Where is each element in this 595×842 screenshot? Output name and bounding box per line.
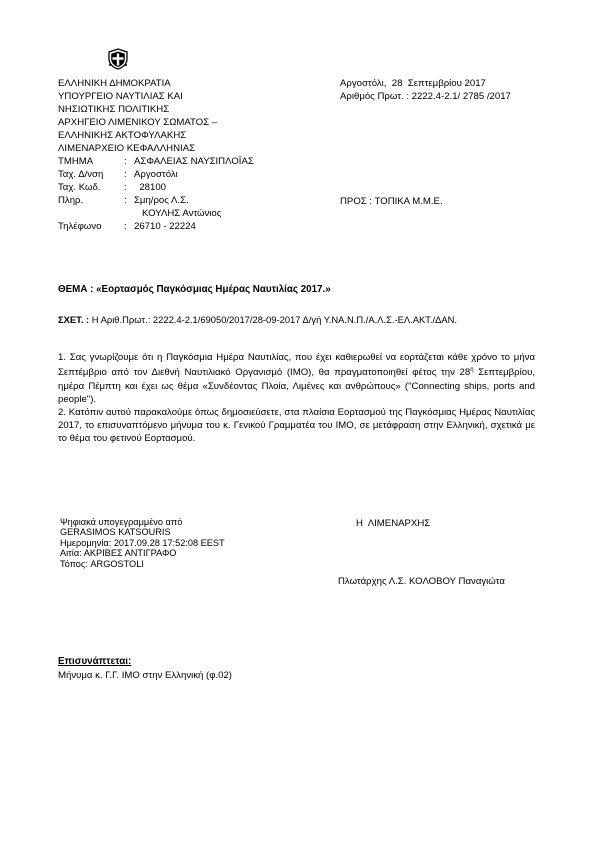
- date-line: Αργοστόλι, 28 Σεπτεμβρίου 2017: [340, 78, 486, 89]
- signature-line: Τόπος: ARGOSTOLI: [60, 558, 144, 569]
- detail-value: ΑΣΦΑΛΕΙΑΣ ΝΑΥΣΙΠΛΟΪΑΣ: [134, 156, 254, 167]
- sender-block: [58, 77, 308, 233]
- body-paragraph-2: 2. Κατόπιν αυτού παρακαλούμε όπως δημοσιεύσετε, στα πλαίσια Εορτασμού της Παγκόσμιας Ημέρας Ναυτιλίας 2017, το επισυναπτόμενο μήνυμα του κ. Γενικού Γραμματέα του ΙΜΟ, σε μετάφραση στην Ελληνική, σχετικά με το θέμα του φετινού Εορτασμού.: [58, 407, 535, 445]
- detail-value: Αργοστόλι: [134, 169, 178, 180]
- detail-colon: :: [124, 195, 127, 206]
- sender-line: ΕΛΛΗΝΙΚΗ ΔΗΜΟΚΡΑΤΙΑ: [58, 78, 171, 89]
- subject-line: [58, 283, 331, 296]
- signature-line: GERASIMOS KATSOURIS: [60, 527, 171, 538]
- signature-line: Αιτία: ΑΚΡΙΒΕΣ ΑΝΤΙΓΡΑΦΟ: [60, 548, 177, 559]
- detail-value: 28100: [134, 182, 167, 193]
- detail-row-info: [58, 194, 308, 207]
- body-paragraph-1: [58, 351, 535, 406]
- detail-key: Πληρ.: [58, 195, 84, 206]
- detail-colon: :: [124, 169, 127, 180]
- sender-line: ΝΗΣΙΩΤΙΚΗΣ ΠΟΛΙΤΙΚΗΣ: [58, 104, 170, 115]
- signer-name: Πλωτάρχης Λ.Σ. ΚΟΛΟΒΟΥ Παναγιώτα: [338, 576, 505, 587]
- subject-label: ΘΕΜΑ :: [58, 284, 94, 295]
- detail-value: ΚΟΥΛΗΣ Αντώνιος: [134, 208, 222, 219]
- body-p1-text: 1. Σας γνωρίζουμε ότι η Παγκόσμια Ημέρα Ναυτιλίας, που έχει καθιερωθεί να εορτάζεται κάθε χρόνο το μήνα Σεπτέμβριο από τον Διεθνή Ναυτιλιακό Οργανισμό (ΙΜΟ), θα πραγματοποιηθεί φέτος την 28: [58, 352, 535, 379]
- detail-value: 26710 - 22224: [134, 221, 196, 232]
- detail-colon: :: [124, 221, 127, 232]
- detail-key: Τηλέφωνο: [58, 221, 102, 232]
- detail-key: Ταχ. Κωδ.: [58, 182, 101, 193]
- detail-key: Ταχ. Δ/νση: [58, 169, 104, 180]
- digital-signature-block: [60, 517, 225, 569]
- letter-body: [58, 351, 535, 446]
- date-protocol-block: [340, 77, 580, 103]
- protocol-number: Αριθμός Πρωτ. : 2222.4-2.1/ 2785 /2017: [340, 91, 511, 102]
- detail-row-address: [58, 168, 308, 181]
- greek-emblem-icon: [107, 48, 129, 70]
- detail-row-department: [58, 155, 308, 168]
- reference-text: Η Αριθ.Πρωτ.: 2222.4-2.1/69050/2017/28-09-2017 Δ/γή Υ.ΝΑ.Ν.Π./Α.Λ.Σ.-ΕΛ.ΑΚΤ./ΔΑΝ.: [91, 314, 458, 325]
- sender-line: ΕΛΛΗΝΙΚΗΣ ΑΚΤΟΦΥΛΑΚΗΣ: [58, 130, 187, 141]
- ordinal-superscript: η: [470, 367, 474, 374]
- recipient: ΠΡΟΣ : ΤΟΠΙΚΑ Μ.Μ.Ε.: [340, 196, 443, 207]
- detail-row-info-name: [58, 207, 308, 220]
- detail-key: [58, 207, 124, 220]
- signature-line: Ψηφιακά υπογεγραμμένο από: [60, 517, 183, 527]
- sender-line: ΑΡΧΗΓΕΙΟ ΛΙΜΕΝΙΚΟΥ ΣΩΜΑΤΟΣ –: [58, 117, 218, 128]
- subject-text: «Εορτασμός Παγκόσμιας Ημέρας Ναυτιλίας 2017.»: [96, 284, 331, 295]
- signer-title: Η ΛΙΜΕΝΑΡΧΗΣ: [356, 518, 431, 529]
- detail-row-phone: [58, 220, 308, 233]
- reference-line: [58, 313, 457, 326]
- sender-line: ΛΙΜΕΝΑΡΧΕΙΟ ΚΕΦΑΛΛΗΝΙΑΣ: [58, 143, 196, 154]
- detail-key: ΤΜΗΜΑ: [58, 156, 94, 167]
- sender-line: ΥΠΟΥΡΓΕΙΟ ΝΑΥΤΙΛΙΑΣ ΚΑΙ: [58, 91, 183, 102]
- signature-line: Ημερομηνία: 2017.09.28 17:52:08 EEST: [60, 537, 225, 548]
- reference-label: ΣΧΕΤ. :: [58, 314, 90, 325]
- detail-value: Σμη/ρος Λ.Σ.: [134, 195, 189, 206]
- attachment-item: Μήνυμα κ. Γ.Γ. ΙΜΟ στην Ελληνική (φ.02): [58, 670, 232, 681]
- attachments-heading: Επισυνάπτεται:: [58, 656, 132, 667]
- detail-colon: :: [124, 182, 127, 193]
- detail-colon: :: [124, 156, 127, 167]
- body-p1-text-cont: Σεπτεμβρίου, ημέρα Πέμπτη και έχει ως θέμα «Συνδέοντας Πλοία, Λιμένες και ανθρώπους» ("Connecting ships, ports and people").: [58, 367, 535, 405]
- detail-row-postcode: [58, 181, 308, 194]
- detail-colon: [124, 207, 134, 220]
